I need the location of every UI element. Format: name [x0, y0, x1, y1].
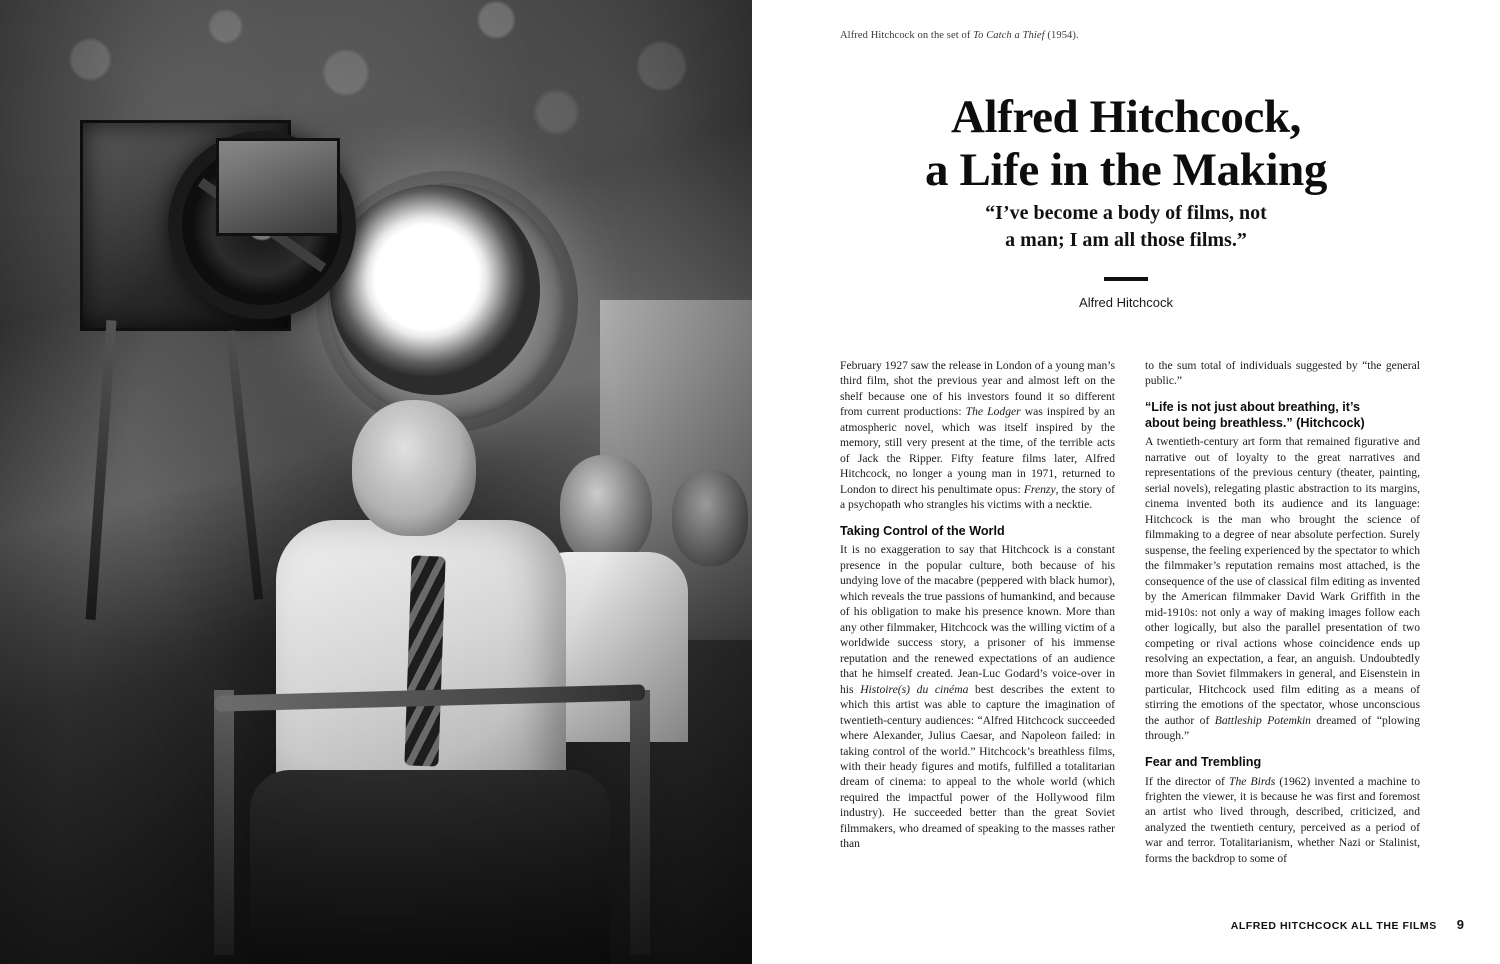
article-column-1	[840, 358, 1115, 866]
directors-chair-post-right	[630, 690, 650, 955]
paragraph-art-form	[1145, 434, 1420, 743]
section-heading-taking-control: Taking Control of the World	[840, 523, 1005, 538]
heading-line-2: about being breathless.” (Hitchcock)	[1145, 415, 1365, 430]
taking-control-text-b: best describes the extent to which this artist was able to capture the imagination of twentieth-century audiences: “Alfred Hitchcock succeeded where Alexander, Julius Caesar, and Napoleon failed: in taking control of the world.” Hitchcock’s breathless films, with their heady figures and motifs, fulfilled a totalitarian dream of cinema: to appeal to the whole world (which required the impactful power of the Hollywood film industry). He succeeded better than the great Soviet filmmakers, who dreamed of speaking to the masses rather than	[840, 682, 1115, 851]
quote-divider	[1104, 277, 1148, 281]
directors-chair-post-left	[214, 690, 234, 955]
film-title-frenzy: Frenzy	[1023, 482, 1056, 496]
right-page-text	[752, 0, 1500, 964]
article-column-2	[1145, 358, 1420, 866]
tripod-leg-left	[86, 320, 117, 620]
pull-quote	[902, 200, 1350, 254]
page-footer	[840, 917, 1464, 932]
title-line-2: a Life in the Making	[925, 144, 1327, 197]
work-title-histoires-du-cinema: Histoire(s) du cinéma	[860, 682, 969, 696]
fear-text-b: (1962) invented a machine to frighten the viewer, it is because he was first and foremost an artist who lived through, described, criticized, and analyzed the twentieth century, perceived as a period of war and terror. Totalitarianism, whether Nazi or Stalinist, forms the backdrop to some of	[1145, 774, 1421, 865]
intro-text-a: February 1927 saw the release in London of a young man’s third film, shot the previous year and almost left on the shelf because one of his investors found it so different from current productions:	[840, 359, 1115, 419]
quote-attribution: Alfred Hitchcock	[1079, 295, 1173, 310]
intro-text-b: was inspired by an atmospheric novel, which was itself inspired by the memory, still very present at the time, of the terrible acts of Jack the Ripper. Fifty feature films later, Alfred Hitchcock, no longer a young man in 1971, returned to London to direct his penultimate opus:	[840, 405, 1115, 496]
section-heading-fear-and-trembling: Fear and Trembling	[1145, 754, 1262, 769]
crew-member-head-1	[560, 455, 652, 565]
tripod-leg-right	[226, 330, 263, 599]
intro-text-c: , the story of a psychopath who strangles his victims with a necktie.	[840, 482, 1115, 512]
camera-side-panel	[216, 138, 340, 236]
heading-line-1: “Life is not just about breathing, it’s	[1145, 399, 1361, 414]
article-columns	[840, 358, 1420, 866]
hitchcock-head	[352, 400, 476, 536]
pull-quote-line-1: “I’ve become a body of films, not	[985, 202, 1267, 224]
hitchcock-legs	[250, 770, 610, 964]
fear-text-a: If the director of	[1145, 774, 1230, 788]
film-title-the-birds: The Birds	[1229, 774, 1276, 788]
paragraph-taking-control	[840, 542, 1115, 851]
title-line-1: Alfred Hitchcock,	[951, 91, 1301, 144]
caption-prefix: Alfred Hitchcock on the set of	[840, 30, 974, 41]
caption-film-title: To Catch a Thief	[973, 30, 1045, 41]
running-head-book-title: ALFRED HITCHCOCK ALL THE FILMS	[1230, 920, 1437, 932]
paragraph-fear-and-trembling	[1145, 774, 1420, 867]
page-title	[752, 91, 1500, 196]
caption-suffix: (1954).	[1044, 30, 1079, 41]
photo-caption	[840, 30, 1079, 41]
art-form-text-a: A twentieth-century art form that remained figurative and narrative out of loyalty to the great narratives and representations of the previous century (theater, painting, serial novels), relegating plastic abstraction to its margins, cinema invented both its audience and its language: Hitchcock is the man who brought the science of filmmaking to a degree of near absolute perfection. Surely suspense, the feeling experienced by the spectator to which the filmmaker’s reputation remains most attached, is the consequence of the use of classical film editing as invented by the American filmmaker David Wark Griffith in the mid-1910s: not only a way of making images follow each other logically, but also the parallel presentation of two competing or rival actions whose coincidence ends up resolving an expectation, a fear, an anguish. Undoubtedly more than Soviet filmmakers in general, and Eisenstein in particular, Hitchcock used film editing as a means of stirring the emotions of the spectator, whose unconscious the author of	[1145, 435, 1420, 727]
pull-quote-line-2: a man; I am all those films.”	[1005, 229, 1247, 251]
paragraph-continuation: to the sum total of individuals suggested by “the general public.”	[1145, 359, 1420, 388]
page-number: 9	[1456, 917, 1464, 932]
film-title-the-lodger: The Lodger	[965, 405, 1021, 419]
paragraph-intro	[840, 358, 1115, 513]
film-title-battleship-potemkin: Battleship Potemkin	[1214, 713, 1311, 727]
art-form-text-b: dreamed of “plowing through.”	[1145, 713, 1420, 743]
crew-member-head-2	[672, 470, 748, 566]
section-heading-life-breathless	[1145, 400, 1420, 431]
studio-lamp-icon	[330, 185, 540, 395]
taking-control-text-a: It is no exaggeration to say that Hitchcock is a constant presence in the popular culture, both because of his undying love of the macabre (peppered with black humor), which reveals the true passions of humankind, and because of his obligation to make his presence known. More than any other filmmaker, Hitchcock was the willing victim of a worldwide success story, a prisoner of his immense reputation and the renewed expectations of an audience that he himself created. Jean-Luc Godard’s voice-over in his	[840, 543, 1115, 696]
